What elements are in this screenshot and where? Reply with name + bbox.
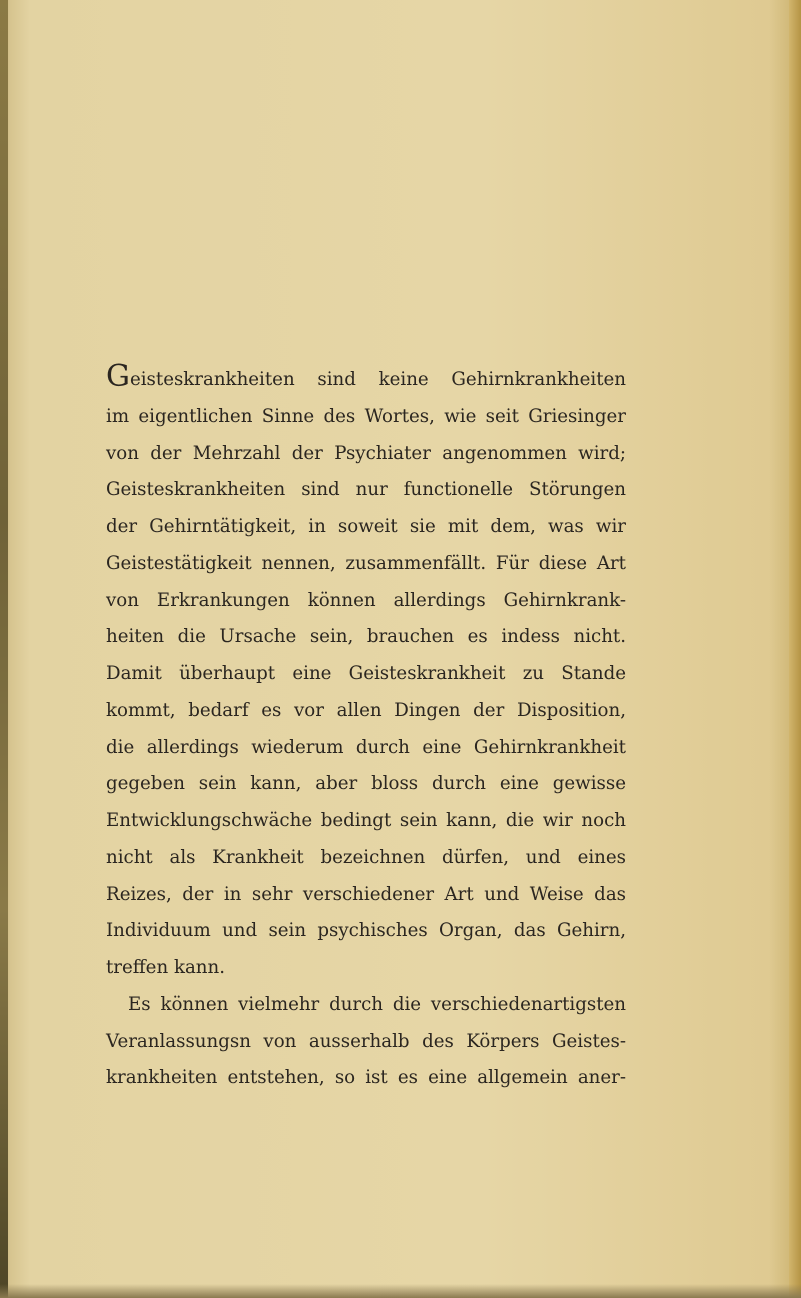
text-line-20: krankheiten entstehen, so ist es eine allgemein aner- xyxy=(106,1067,626,1089)
page-left-edge xyxy=(0,0,8,1298)
text-line-4: Geisteskrankheiten sind nur functionelle Störungen xyxy=(106,479,626,501)
page-right-edge xyxy=(789,0,801,1298)
text-line-3: von der Mehrzahl der Psychiater angenommen wird; xyxy=(106,442,626,464)
text-line-16: Individuum und sein psychisches Organ, das Gehirn, xyxy=(106,920,626,942)
text-line-7: von Erkrankungen können allerdings Gehirnkrank- xyxy=(106,589,626,611)
text-line-13: Entwicklungschwäche bedingt sein kann, die wir noch xyxy=(106,810,626,831)
page-bottom-edge xyxy=(0,1284,801,1298)
text-line-5: der Gehirntätigkeit, in soweit sie mit dem, was wir xyxy=(106,516,626,537)
text-line-6: Geistestätigkeit nennen, zusammenfällt. Für diese Art xyxy=(106,552,626,574)
text-line-12: gegeben sein kann, aber bloss durch eine gewisse xyxy=(106,773,626,795)
text-line-11: die allerdings wiederum durch eine Gehirnkrankheit xyxy=(106,736,626,758)
text-line-17: treffen kann. xyxy=(106,957,226,978)
text-line-19: Veranlassungsn von ausserhalb des Körpers Geistes- xyxy=(106,1030,626,1052)
initial-letter: G xyxy=(106,359,130,394)
text-line-1: Geisteskrankheiten sind keine Gehirnkrankheiten xyxy=(106,359,626,394)
text-line-18: Es können vielmehr durch die verschiedenartigsten xyxy=(128,993,626,1015)
text-line-15: Reizes, der in sehr verschiedener Art und Weise das xyxy=(106,883,626,905)
text-line-9: Damit überhaupt eine Geisteskrankheit zu Stande xyxy=(106,663,626,684)
body-text xyxy=(106,359,626,1097)
text-line-8: heiten die Ursache sein, brauchen es indess nicht. xyxy=(106,626,626,648)
text-line-10: kommt, bedarf es vor allen Dingen der Disposition, xyxy=(106,699,626,721)
text-line-14: nicht als Krankheit bezeichnen dürfen, und eines xyxy=(106,846,626,868)
text-line-2: im eigentlichen Sinne des Wortes, wie seit Griesinger xyxy=(106,405,626,427)
